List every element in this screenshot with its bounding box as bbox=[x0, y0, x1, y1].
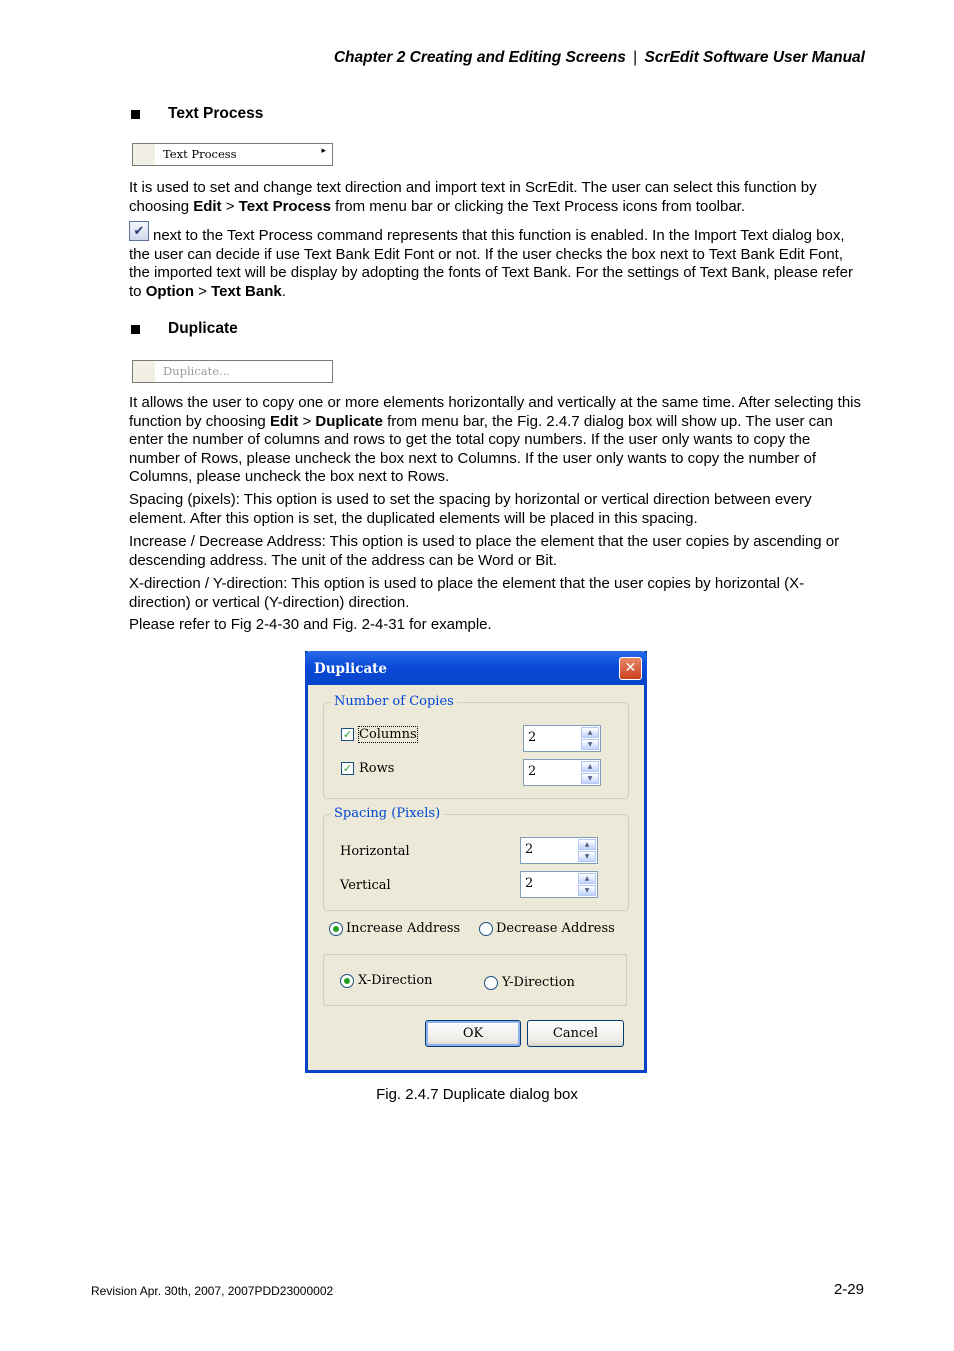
para-text: > bbox=[221, 197, 239, 215]
x-direction-radio[interactable] bbox=[340, 974, 354, 988]
rows-label: Rows bbox=[359, 761, 395, 776]
header-manual: ScrEdit Software User Manual bbox=[644, 49, 865, 66]
columns-label: Columns bbox=[359, 727, 417, 742]
header-separator: | bbox=[633, 49, 638, 66]
para-text: It allows the user to copy one or more elements horizontally and vertically at the same time. After selecting this function by choosing bbox=[129, 394, 862, 430]
spin-up-icon[interactable]: ▲ bbox=[578, 839, 596, 850]
section-heading-duplicate: Duplicate bbox=[168, 320, 238, 337]
spin-down-icon[interactable]: ▼ bbox=[581, 773, 599, 784]
group-legend: Number of Copies bbox=[331, 694, 457, 709]
header-chapter: Chapter 2 Creating and Editing Screens bbox=[333, 49, 626, 66]
para-bold: Text Bank bbox=[211, 282, 282, 300]
menu-item-text-process bbox=[132, 143, 333, 166]
bullet-icon bbox=[131, 325, 140, 334]
menu-item-label: Duplicate... bbox=[163, 364, 231, 378]
vertical-value: 2 bbox=[525, 876, 534, 891]
x-direction-label: X-Direction bbox=[358, 973, 433, 988]
close-icon[interactable]: ✕ bbox=[619, 657, 642, 680]
duplicate-paragraph-5: Please refer to Fig 2-4-30 and Fig. 2-4-31 for example. bbox=[129, 616, 492, 633]
spin-buttons bbox=[581, 761, 599, 784]
bullet-icon bbox=[131, 110, 140, 119]
horizontal-value: 2 bbox=[525, 842, 534, 857]
checkmark-icon: ✔ bbox=[129, 221, 149, 241]
footer-revision: Revision Apr. 30th, 2007, 2007PDD23000002 bbox=[91, 1284, 334, 1298]
rows-checkbox[interactable]: ✓ bbox=[342, 762, 353, 775]
text-process-paragraph-2 bbox=[129, 227, 864, 301]
dialog-title: Duplicate bbox=[314, 661, 388, 677]
columns-value: 2 bbox=[528, 730, 537, 745]
para-text: from menu bar or clicking the Text Process icons from toolbar. bbox=[330, 197, 746, 215]
spin-down-icon[interactable]: ▼ bbox=[578, 885, 596, 896]
decrease-address-label: Decrease Address bbox=[496, 921, 615, 936]
columns-spinbox[interactable] bbox=[523, 725, 601, 752]
para-text: > bbox=[194, 282, 212, 300]
duplicate-paragraph-3: Increase / Decrease Address: This option is used to place the element that the user copies by ascending or descending address. The unit of the address can be Word or Bit. bbox=[129, 533, 840, 569]
figure-caption: Fig. 2.4.7 Duplicate dialog box bbox=[376, 1086, 578, 1103]
rows-value: 2 bbox=[528, 764, 537, 779]
duplicate-dialog bbox=[305, 651, 647, 1073]
duplicate-paragraph-4: X-direction / Y-direction: This option is used to place the element that the user copies by horizontal (X-direction) or vertical (Y-direction) direction. bbox=[129, 575, 805, 611]
para-text: It is used to set and change text direction and import text in ScrEdit. The user can select this function by choosing bbox=[129, 179, 817, 215]
section-heading-text-process: Text Process bbox=[168, 105, 264, 122]
spin-down-icon[interactable]: ▼ bbox=[578, 851, 596, 862]
menu-gutter bbox=[133, 144, 155, 165]
spin-buttons bbox=[581, 727, 599, 750]
para-text: . bbox=[281, 282, 286, 300]
para-bold: Text Process bbox=[238, 197, 331, 215]
vertical-spinbox[interactable] bbox=[520, 871, 598, 898]
menu-item-duplicate bbox=[132, 360, 333, 383]
para-text: next to the Text Process command represents that this function is enabled. In the Import Text dialog box, the user can decide if use Text Bank Edit Font or not. If the user checks the box next to Text Bank Edit Font, the imported text will be display by adopting the fonts of Text Bank. For the settings of Text Bank, please refer to bbox=[129, 227, 854, 300]
vertical-label: Vertical bbox=[340, 878, 391, 893]
columns-checkbox[interactable]: ✓ bbox=[342, 728, 353, 741]
ok-button[interactable]: OK bbox=[425, 1020, 521, 1047]
rows-spinbox[interactable] bbox=[523, 759, 601, 786]
para-bold: Duplicate bbox=[315, 412, 383, 430]
para-text: from menu bar, the Fig. 2.4.7 dialog box will show up. The user can enter the number of columns and rows to get the total copy numbers. If the user only wants to copy the number of Rows, please uncheck the box next to Columns. If the user only wants to copy the number of Columns, please uncheck the box next to Rows. bbox=[129, 412, 833, 486]
submenu-arrow-icon: ▸ bbox=[321, 146, 326, 156]
cancel-button[interactable]: Cancel bbox=[527, 1020, 624, 1047]
para-bold: Edit bbox=[269, 412, 299, 430]
spin-up-icon[interactable]: ▲ bbox=[581, 761, 599, 772]
para-text: > bbox=[298, 412, 316, 430]
spin-up-icon[interactable]: ▲ bbox=[578, 873, 596, 884]
increase-address-radio[interactable] bbox=[329, 922, 343, 936]
menu-item-label: Text Process bbox=[163, 147, 237, 161]
para-bold: Option bbox=[145, 282, 195, 300]
duplicate-paragraph-2: Spacing (pixels): This option is used to set the spacing by horizontal or vertical direction between every element. After this option is set, the duplicated elements will be placed in this spacing. bbox=[129, 491, 812, 527]
para-bold: Edit bbox=[193, 197, 222, 215]
horizontal-spinbox[interactable] bbox=[520, 837, 598, 864]
text-process-paragraph-1 bbox=[129, 179, 864, 216]
menu-gutter bbox=[133, 361, 155, 382]
page-number: 2-29 bbox=[833, 1281, 864, 1298]
spin-buttons bbox=[578, 839, 596, 862]
increase-address-label: Increase Address bbox=[346, 921, 461, 936]
y-direction-label: Y-Direction bbox=[502, 975, 575, 990]
horizontal-label: Horizontal bbox=[340, 844, 410, 859]
duplicate-paragraph-1 bbox=[129, 394, 864, 487]
spin-buttons bbox=[578, 873, 596, 896]
y-direction-radio[interactable] bbox=[484, 976, 498, 990]
group-legend: Spacing (Pixels) bbox=[331, 806, 443, 821]
running-header bbox=[313, 49, 865, 67]
spin-down-icon[interactable]: ▼ bbox=[581, 739, 599, 750]
decrease-address-radio[interactable] bbox=[479, 922, 493, 936]
spin-up-icon[interactable]: ▲ bbox=[581, 727, 599, 738]
dialog-titlebar[interactable] bbox=[305, 651, 647, 685]
